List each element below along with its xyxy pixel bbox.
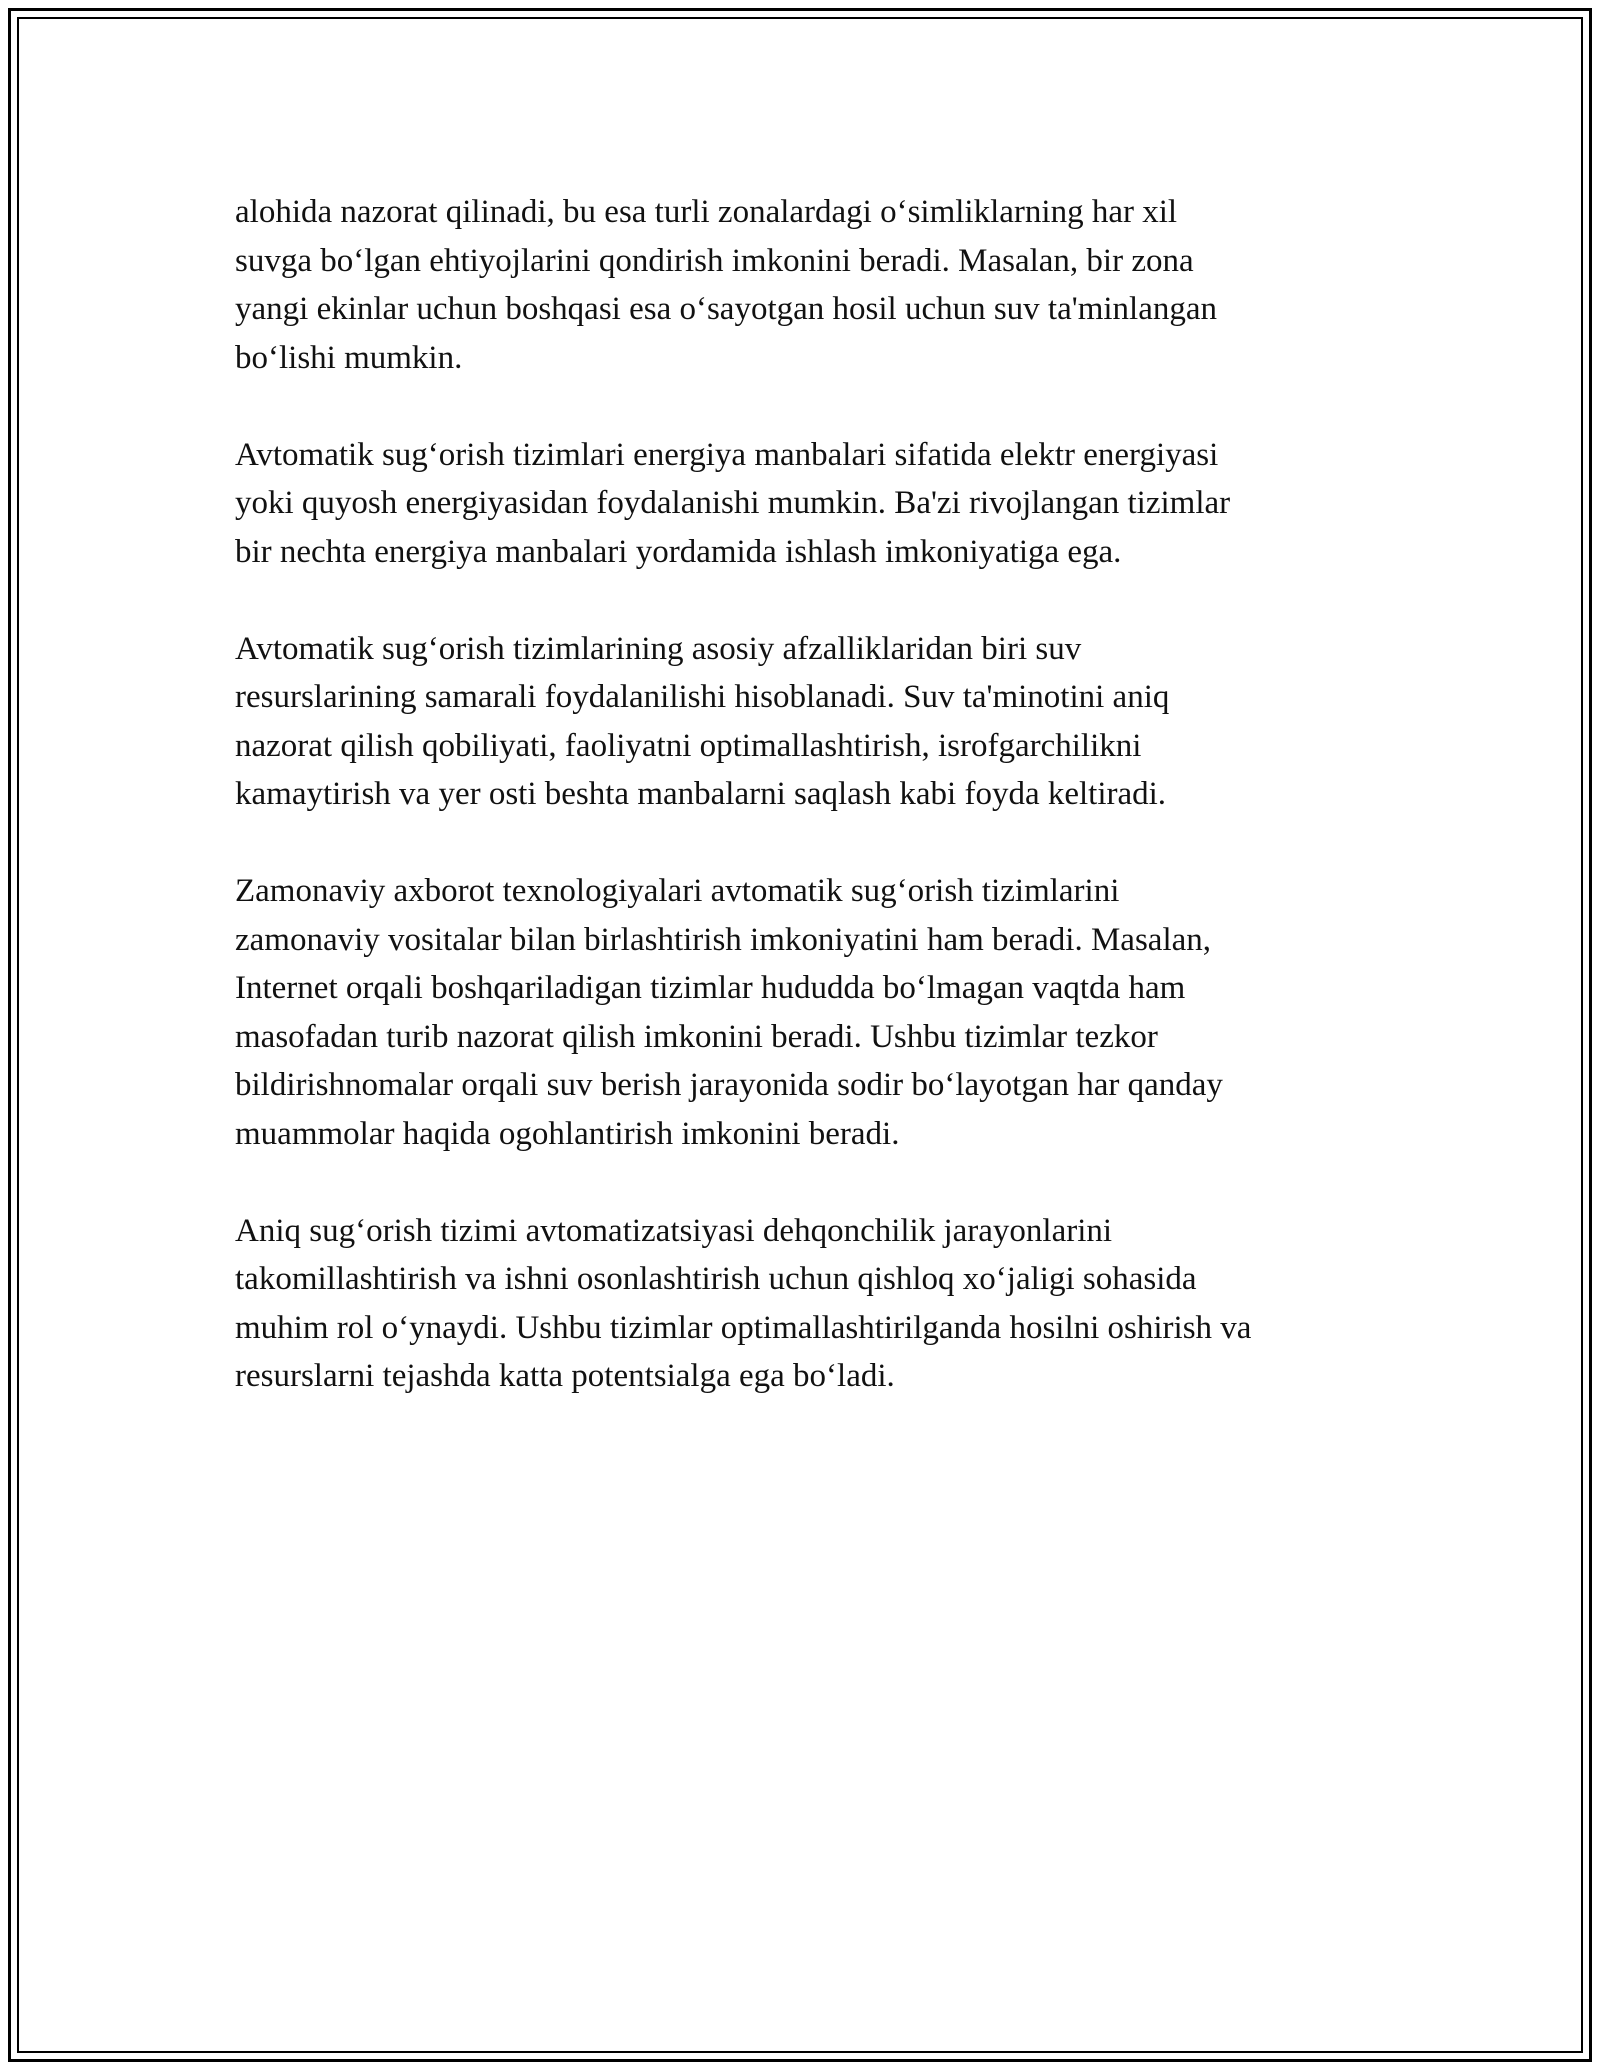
paragraph-1 (235, 188, 1375, 382)
paragraph-line: bo‘lishi mumkin. (235, 339, 463, 376)
paragraph-4 (235, 867, 1375, 1158)
paragraph-line: muammolar haqida ogohlantirish imkonini beradi. (235, 1115, 900, 1152)
paragraph-line: resurslarni tejashda katta potentsialga ega bo‘ladi. (235, 1358, 895, 1394)
paragraph-line: kamaytirish va yer osti beshta manbalarni saqlash kabi foyda keltiradi. (235, 776, 1167, 812)
paragraph-2 (235, 431, 1375, 577)
paragraph-line: Aniq sug‘orish tizimi avtomatizatsiyasi dehqonchilik jarayonlarini (235, 1212, 1113, 1249)
paragraph-line: takomillashtirish va ishni osonlashtirish uchun qishloq xo‘jaligi sohasida (235, 1261, 1197, 1297)
paragraph-line: Internet orqali boshqariladigan tizimlar hududda bo‘lmagan vaqtda ham (235, 970, 1186, 1006)
paragraph-line: Avtomatik sug‘orish tizimlarining asosiy afzalliklaridan biri suv (235, 630, 1082, 667)
paragraph-5 (235, 1207, 1375, 1401)
paragraph-line: muhim rol o‘ynaydi. Ushbu tizimlar optimallashtirilganda hosilni oshirish va (235, 1309, 1252, 1346)
paragraph-line: zamonaviy vositalar bilan birlashtirish imkoniyatini ham beradi. Masalan, (235, 921, 1212, 958)
paragraph-line: bir nechta energiya manbalari yordamida ishlash imkoniyatiga ega. (235, 533, 1122, 570)
paragraph-line: yangi ekinlar uchun boshqasi esa o‘sayotgan hosil uchun suv ta'minlangan (235, 291, 1217, 327)
paragraph-line: Zamonaviy axborot texnologiyalari avtomatik sug‘orish tizimlarini (235, 873, 1120, 909)
document-body (235, 188, 1375, 1449)
paragraph-line: bildirishnomalar orqali suv berish jarayonida sodir bo‘layotgan har qanday (235, 1067, 1223, 1103)
paragraph-3 (235, 625, 1375, 819)
paragraph-line: resurslarining samarali foydalanilishi hisoblanadi. Suv ta'minotini aniq (235, 679, 1170, 715)
paragraph-line: nazorat qilish qobiliyati, faoliyatni optimallashtirish, isrofgarchilikni (235, 727, 1142, 764)
paragraph-line: suvga bo‘lgan ehtiyojlarini qondirish imkonini beradi. Masalan, bir zona (235, 242, 1194, 279)
paragraph-line: yoki quyosh energiyasidan foydalanishi mumkin. Ba'zi rivojlangan tizimlar (235, 485, 1231, 521)
paragraph-line: alohida nazorat qilinadi, bu esa turli zonalardagi o‘simliklarning har xil (235, 194, 1178, 230)
paragraph-line: masofadan turib nazorat qilish imkonini beradi. Ushbu tizimlar tezkor (235, 1018, 1158, 1055)
paragraph-line: Avtomatik sug‘orish tizimlari energiya manbalari sifatida elektr energiyasi (235, 436, 1219, 473)
